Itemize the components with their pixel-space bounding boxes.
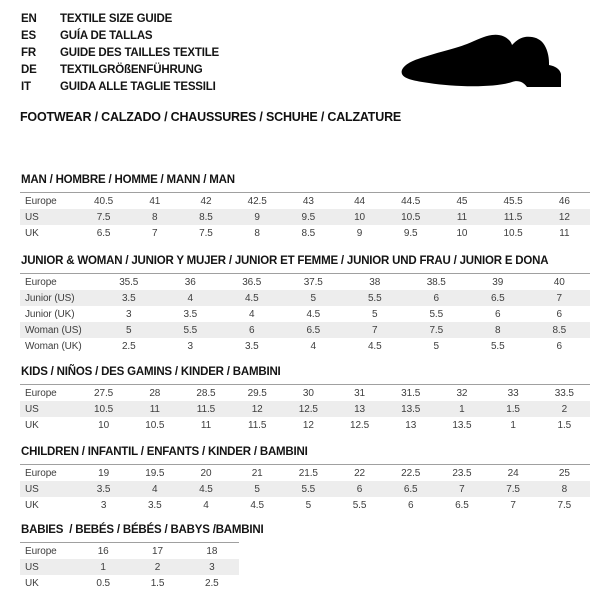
size-cell: 11: [456, 211, 467, 223]
size-cell: 10: [98, 419, 110, 431]
size-cell: 11.5: [196, 403, 216, 415]
size-cell: 38: [369, 276, 381, 288]
size-cell: 7: [459, 483, 465, 495]
row-label: US: [25, 483, 39, 495]
size-cell: 3.5: [147, 499, 162, 511]
size-cell: 23.5: [452, 467, 472, 479]
size-cell: 44.5: [401, 195, 421, 207]
size-cell: 11.5: [503, 211, 523, 223]
size-cell: 21: [251, 467, 263, 479]
language-label: GUIDE DES TAILLES TEXTILE: [60, 46, 219, 59]
table-title: CHILDREN / INFANTIL / ENFANTS / KINDER / BAMBINI: [21, 446, 308, 458]
size-cell: 13: [354, 403, 365, 415]
table-row: [20, 401, 590, 417]
size-cell: 4.5: [244, 292, 259, 304]
size-cell: 6: [249, 324, 255, 336]
size-table: [20, 273, 590, 354]
size-cell: 3.5: [121, 292, 136, 304]
table-title: KIDS / NIÑOS / DES GAMINS / KINDER / BAMBINI: [21, 366, 281, 378]
size-cell: 7: [372, 324, 378, 336]
language-row: [21, 44, 219, 61]
size-cell: 8.5: [199, 211, 213, 223]
row-label: UK: [25, 499, 39, 511]
table-row: [20, 290, 590, 306]
table-row: [20, 193, 590, 210]
size-cell: 40.5: [94, 195, 114, 207]
size-cell: 10: [456, 227, 468, 239]
size-cell: 11: [559, 227, 570, 239]
size-cell: 7: [152, 227, 158, 239]
row-label: US: [25, 403, 39, 415]
table-row: [20, 543, 239, 560]
size-cell: 1: [459, 403, 465, 415]
size-cell: 13.5: [452, 419, 472, 431]
row-label: Junior (UK): [25, 308, 75, 320]
size-cell: 3: [209, 561, 215, 573]
category-line: FOOTWEAR / CALZADO / CHAUSSURES / SCHUHE / CALZATURE: [20, 110, 402, 124]
size-cell: 12.5: [349, 419, 370, 431]
size-cell: 6.5: [455, 499, 469, 511]
size-cell: 33.5: [554, 387, 574, 399]
size-cell: 13.5: [401, 403, 421, 415]
table-row: [20, 575, 239, 591]
size-cell: 2: [154, 561, 161, 573]
size-cell: 11.5: [247, 419, 267, 431]
size-cell: 0.5: [96, 577, 110, 589]
language-row: [21, 27, 219, 44]
size-cell: 5: [305, 499, 312, 511]
row-label: UK: [25, 419, 39, 431]
size-table-section: [20, 255, 590, 354]
row-label: US: [25, 211, 39, 223]
size-cell: 1.5: [557, 419, 572, 431]
table-row: [20, 209, 590, 225]
size-cell: 3.5: [183, 308, 198, 320]
size-cell: 31.5: [401, 387, 421, 399]
size-cell: 45: [456, 195, 468, 207]
size-table-section: [20, 446, 590, 513]
language-label: TEXTILE SIZE GUIDE: [60, 12, 173, 25]
language-label: GUÍA DE TALLAS: [60, 29, 153, 42]
language-label: TEXTILGRÖßENFÜHRUNG: [60, 63, 203, 76]
size-cell: 7.5: [557, 499, 572, 511]
table-row: [20, 417, 590, 433]
row-label: UK: [25, 577, 39, 589]
size-cell: 6.5: [490, 292, 505, 304]
size-cell: 1.5: [150, 577, 165, 589]
table-row: [20, 338, 590, 354]
size-cell: 24: [507, 467, 519, 479]
size-cell: 44: [354, 195, 365, 207]
shoe-icon: [399, 32, 569, 92]
language-row: [21, 78, 219, 95]
language-row: [21, 61, 219, 78]
size-cell: 6: [495, 308, 501, 320]
size-cell: 8: [561, 483, 568, 495]
size-cell: 32: [456, 387, 468, 399]
size-cell: 3: [126, 308, 132, 320]
size-cell: 19.5: [145, 467, 165, 479]
size-cell: 42: [200, 195, 212, 207]
size-cell: 3: [187, 340, 193, 352]
table-row: [20, 306, 590, 322]
size-cell: 5.5: [490, 340, 505, 352]
size-table-section: [20, 366, 590, 433]
size-cell: 5: [126, 324, 132, 336]
size-cell: 12: [251, 403, 263, 415]
size-cell: 25: [558, 467, 570, 479]
size-cell: 7.5: [429, 324, 444, 336]
table-row: [20, 385, 590, 402]
size-cell: 29.5: [247, 387, 267, 399]
size-cell: 6.5: [96, 227, 111, 239]
size-cell: 31: [354, 387, 365, 399]
size-cell: 11: [149, 403, 160, 415]
size-cell: 10: [354, 211, 365, 223]
size-cell: 33: [507, 387, 519, 399]
language-label: GUIDA ALLE TAGLIE TESSILI: [60, 80, 216, 93]
size-cell: 4: [249, 308, 255, 320]
size-cell: 13: [405, 419, 417, 431]
size-cell: 22.5: [401, 467, 421, 479]
table-row: [20, 497, 590, 513]
size-cell: 4: [203, 499, 209, 511]
table-row: [20, 274, 590, 291]
row-label: Europe: [25, 276, 57, 288]
size-cell: 4: [152, 483, 158, 495]
row-label: Europe: [25, 387, 57, 399]
size-cell: 1: [510, 419, 516, 431]
size-cell: 36: [184, 276, 196, 288]
size-cell: 5.5: [352, 499, 367, 511]
size-cell: 38.5: [426, 276, 446, 288]
size-cell: 5.5: [367, 292, 382, 304]
size-cell: 16: [97, 545, 109, 557]
row-label: Woman (US): [25, 324, 82, 336]
size-cell: 3.5: [244, 340, 259, 352]
row-label: Woman (UK): [25, 340, 82, 352]
size-cell: 20: [200, 467, 212, 479]
size-cell: 28.5: [196, 387, 216, 399]
table-row: [20, 322, 590, 338]
size-table: [20, 542, 239, 591]
size-cell: 6.5: [403, 483, 418, 495]
size-cell: 22: [354, 467, 365, 479]
size-cell: 30: [302, 387, 314, 399]
size-cell: 4: [187, 292, 193, 304]
size-cell: 6: [556, 308, 562, 320]
size-cell: 5: [310, 292, 316, 304]
size-cell: 5: [372, 308, 378, 320]
size-cell: 27.5: [94, 387, 114, 399]
size-cell: 12: [302, 419, 314, 431]
table-row: [20, 225, 590, 241]
row-label: Junior (US): [25, 292, 75, 304]
size-cell: 8.5: [301, 227, 316, 239]
size-cell: 8: [495, 324, 501, 336]
size-cell: 10.5: [145, 419, 165, 431]
size-cell: 12.5: [298, 403, 318, 415]
size-cell: 10.5: [94, 403, 114, 415]
size-cell: 7: [510, 499, 516, 511]
size-cell: 6.5: [306, 324, 321, 336]
size-cell: 18: [206, 545, 218, 557]
table-row: [20, 481, 590, 497]
table-row: [20, 465, 590, 482]
row-label: Europe: [25, 195, 57, 207]
row-label: Europe: [25, 545, 57, 557]
size-cell: 7.5: [199, 227, 213, 239]
size-cell: 37.5: [303, 276, 323, 288]
size-cell: 2: [561, 403, 568, 415]
size-cell: 8: [152, 211, 158, 223]
size-cell: 10.5: [503, 227, 523, 239]
size-cell: 7.5: [506, 483, 520, 495]
size-cell: 4.5: [306, 308, 321, 320]
size-cell: 9: [356, 227, 363, 239]
size-cell: 9.5: [403, 227, 418, 239]
size-cell: 7.5: [96, 211, 111, 223]
size-cell: 2.5: [121, 340, 136, 352]
size-cell: 6: [556, 340, 562, 352]
size-table-section: [20, 524, 263, 591]
size-cell: 36.5: [242, 276, 262, 288]
size-cell: 43: [302, 195, 314, 207]
size-cell: 12: [558, 211, 570, 223]
size-cell: 1.5: [506, 403, 520, 415]
language-row: [21, 10, 219, 27]
table-title: JUNIOR & WOMAN / JUNIOR Y MUJER / JUNIOR ET FEMME / JUNIOR UND FRAU / JUNIOR E DONA: [21, 255, 549, 267]
size-cell: 11: [200, 419, 212, 431]
size-cell: 28: [149, 387, 161, 399]
language-list: [21, 10, 219, 95]
size-cell: 17: [152, 545, 163, 557]
table-row: [20, 559, 239, 575]
size-cell: 2.5: [205, 577, 219, 589]
size-cell: 39: [492, 276, 504, 288]
size-cell: 5.5: [429, 308, 444, 320]
size-cell: 6: [407, 499, 414, 511]
table-title: MAN / HOMBRE / HOMME / MANN / MAN: [21, 174, 235, 186]
size-cell: 5: [433, 340, 439, 352]
size-table: [20, 192, 590, 241]
language-code: EN: [21, 12, 37, 25]
row-label: Europe: [25, 467, 57, 479]
language-code: DE: [21, 63, 37, 76]
size-cell: 3.5: [96, 483, 111, 495]
size-cell: 45.5: [503, 195, 523, 207]
size-cell: 8: [254, 227, 260, 239]
size-cell: 5: [254, 483, 260, 495]
language-code: ES: [21, 29, 36, 42]
size-cell: 4.5: [250, 499, 264, 511]
size-cell: 4.5: [367, 340, 382, 352]
size-table-section: [20, 174, 590, 241]
size-cell: 7: [556, 292, 562, 304]
language-code: FR: [21, 46, 36, 59]
size-cell: 41: [149, 195, 161, 207]
row-label: US: [25, 561, 39, 573]
size-cell: 10.5: [401, 211, 421, 223]
size-cell: 9: [254, 211, 260, 223]
size-cell: 21.5: [298, 467, 318, 479]
language-code: IT: [21, 80, 31, 93]
size-cell: 42.5: [247, 195, 267, 207]
row-label: UK: [25, 227, 39, 239]
size-cell: 1: [100, 561, 106, 573]
size-cell: 4: [310, 340, 316, 352]
size-table: [20, 464, 590, 513]
size-cell: 6: [433, 292, 439, 304]
size-cell: 35.5: [119, 276, 139, 288]
size-cell: 5.5: [183, 324, 198, 336]
size-cell: 3: [100, 499, 107, 511]
size-cell: 46: [558, 195, 570, 207]
table-title: BABIES / BEBÉS / BÉBÉS / BABYS /BAMBINI: [21, 524, 264, 536]
size-cell: 6: [356, 483, 363, 495]
size-cell: 40: [553, 276, 565, 288]
size-cell: 4.5: [199, 483, 213, 495]
size-cell: 8.5: [552, 324, 567, 336]
size-table: [20, 384, 590, 433]
size-cell: 5.5: [301, 483, 316, 495]
size-cell: 19: [98, 467, 110, 479]
size-cell: 9.5: [301, 211, 316, 223]
